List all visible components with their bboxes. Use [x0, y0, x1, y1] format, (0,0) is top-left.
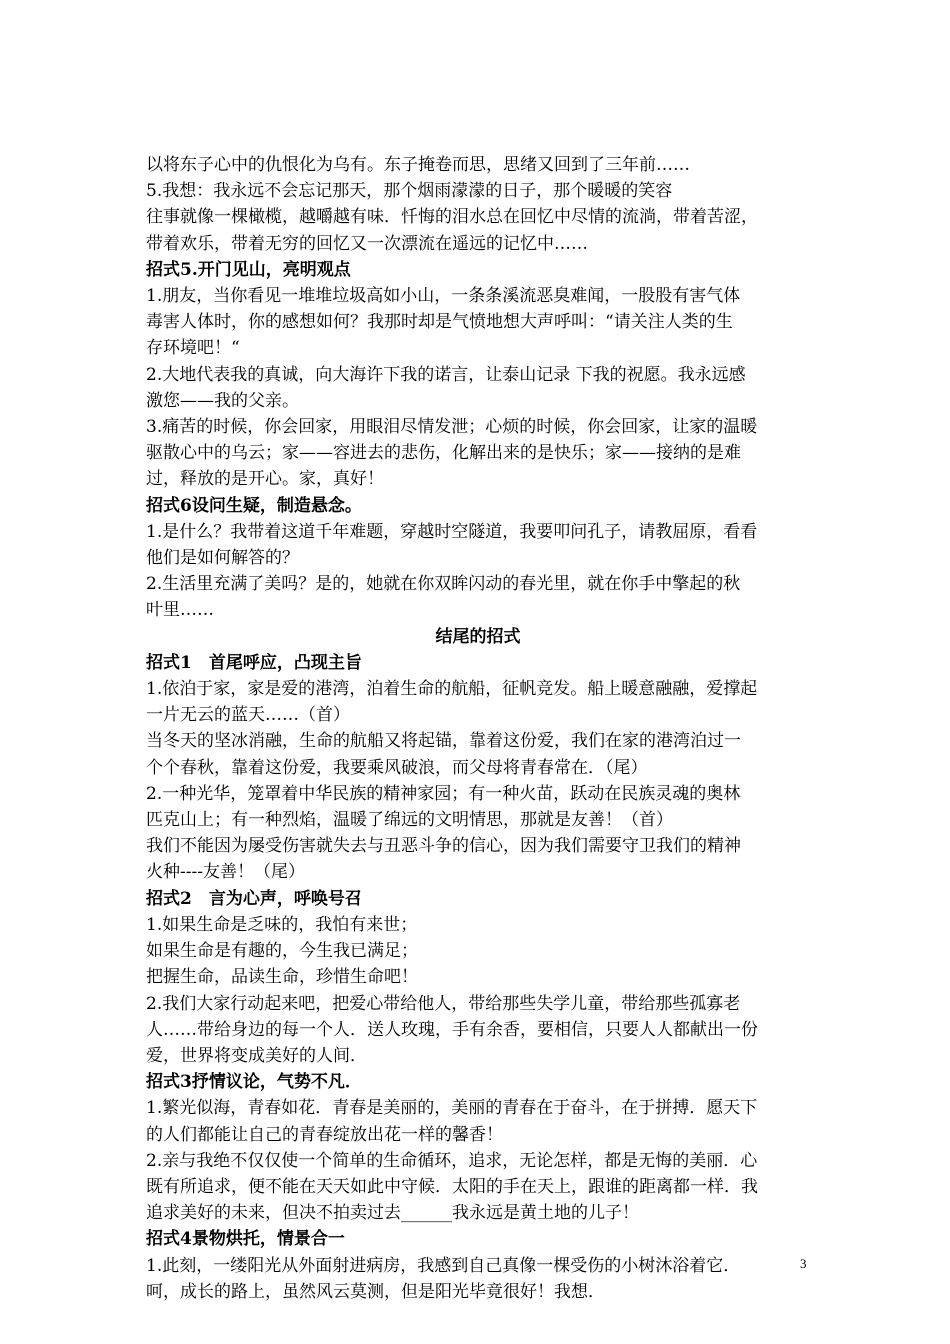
text-line: 追求美好的未来，但决不拍卖过去______我永远是黄土地的儿子！	[146, 1203, 639, 1224]
text-line: 2.我们大家行动起来吧，把爱心带给他人，带给那些失学儿童，带给那些孤寡老	[146, 993, 741, 1014]
text-line: 如果生命是有趣的，今生我已满足；	[146, 941, 418, 962]
text-line: 2.一种光华，笼罩着中华民族的精神家园；有一种火苗，跃动在民族灵魂的奥林	[146, 783, 741, 804]
section-heading: 招式4景物烘托，情景合一	[146, 1229, 345, 1250]
text-line: 激您——我的父亲。	[146, 390, 299, 411]
text-line: 过，释放的是开心。家，真好！	[146, 469, 384, 490]
text-line: 1.朋友，当你看见一堆堆垃圾高如小山，一条条溪流恶臭难闻，一股股有害气体	[146, 286, 741, 307]
section-heading: 招式1 首尾呼应，凸现主旨	[146, 652, 362, 673]
text-line: 匹克山上；有一种烈焰，温暖了绵远的文明情思，那就是友善！（首）	[146, 810, 673, 831]
text-line: 火种----友善！（尾）	[146, 862, 305, 883]
text-line: 个个春秋，靠着这份爱，我要乘风破浪，而父母将青春常在．（尾）	[146, 757, 648, 778]
text-line: 带着欢乐，带着无穷的回忆又一次漂流在遥远的记忆中……	[146, 233, 588, 254]
section-heading: 招式6设问生疑，制造悬念。	[146, 495, 362, 516]
text-line: 2.生活里充满了美吗？是的，她就在你双眸闪动的春光里，就在你手中擎起的秋	[146, 574, 741, 595]
text-line: 存环境吧！“	[146, 338, 240, 359]
text-line: 2.亲与我绝不仅仅使一个简单的生命循环，追求，无论怎样，都是无悔的美丽．心	[146, 1150, 758, 1171]
text-line: 把握生命，品读生命，珍惜生命吧！	[146, 967, 418, 988]
section-heading: 结尾的招式	[435, 626, 521, 647]
text-line: 叶里……	[146, 600, 214, 621]
text-line: 的人们都能让自己的青春绽放出花一样的馨香！	[146, 1124, 503, 1145]
text-line: 毒害人体时，你的感想如何？我那时却是气愤地想大声呼叫：“请关注人类的生	[146, 312, 733, 333]
text-line: 3.痛苦的时候，你会回家，用眼泪尽情发泄；心烦的时候，你会回家，让家的温暖	[146, 417, 758, 438]
text-line: 他们是如何解答的？	[146, 548, 299, 569]
text-line: 5.我想：我永远不会忘记那天，那个烟雨濛濛的日子，那个暖暖的笑容	[146, 181, 673, 202]
text-line: 1.是什么？我带着这道千年难题，穿越时空隧道，我要叩问孔子，请教屈原，看看	[146, 521, 758, 542]
text-line: 往事就像一棵橄榄，越嚼越有味．忏悔的泪水总在回忆中尽情的流淌，带着苦涩，	[146, 207, 758, 228]
page-number: 3	[800, 1256, 807, 1271]
section-heading: 招式5.开门见山，亮明观点	[146, 259, 351, 280]
text-line: 呵，成长的路上，虽然风云莫测，但是阳光毕竟很好！我想．	[146, 1281, 605, 1302]
text-line: 1.依泊于家，家是爱的港湾，泊着生命的航船，征帆竞发。船上暖意融融，爱撑起	[146, 679, 758, 700]
text-line: 驱散心中的乌云；家——容进去的悲伤，化解出来的是快乐；家——接纳的是难	[146, 443, 741, 464]
text-line: 一片无云的蓝天……（首）	[146, 705, 350, 726]
text-line: 爱，世界将变成美好的人间．	[146, 1045, 367, 1066]
text-line: 1.繁光似海，青春如花．青春是美丽的，美丽的青春在于奋斗，在于拼搏．愿天下	[146, 1098, 758, 1119]
text-line: 既有所追求，便不能在天天如此中守候．太阳的手在天上，跟谁的距离都一样．我	[146, 1176, 758, 1197]
text-line: 1.如果生命是乏味的，我怕有来世；	[146, 914, 418, 935]
document-body	[146, 152, 810, 1305]
text-line: 人……带给身边的每一个人．送人玫瑰，手有余香，要相信，只要人人都献出一份	[146, 1019, 758, 1040]
text-line: 2.大地代表我的真诚，向大海许下我的诺言，让泰山记录 下我的祝愿。我永远感	[146, 364, 746, 385]
section-heading: 招式2 言为心声，呼唤号召	[146, 888, 362, 909]
section-heading: 招式3抒情议论，气势不凡．	[146, 1072, 362, 1093]
text-line: 以将东子心中的仇恨化为乌有。东子掩卷而思，思绪又回到了三年前……	[146, 155, 690, 175]
text-line: 1.此刻，一缕阳光从外面射进病房，我感到自己真像一棵受伤的小树沐浴着它．	[146, 1255, 741, 1276]
text-line: 我们不能因为屡受伤害就失去与丑恶斗争的信心，因为我们需要守卫我们的精神	[146, 836, 741, 857]
text-line: 当冬天的坚冰消融，生命的航船又将起锚，靠着这份爱，我们在家的港湾泊过一	[146, 731, 741, 752]
